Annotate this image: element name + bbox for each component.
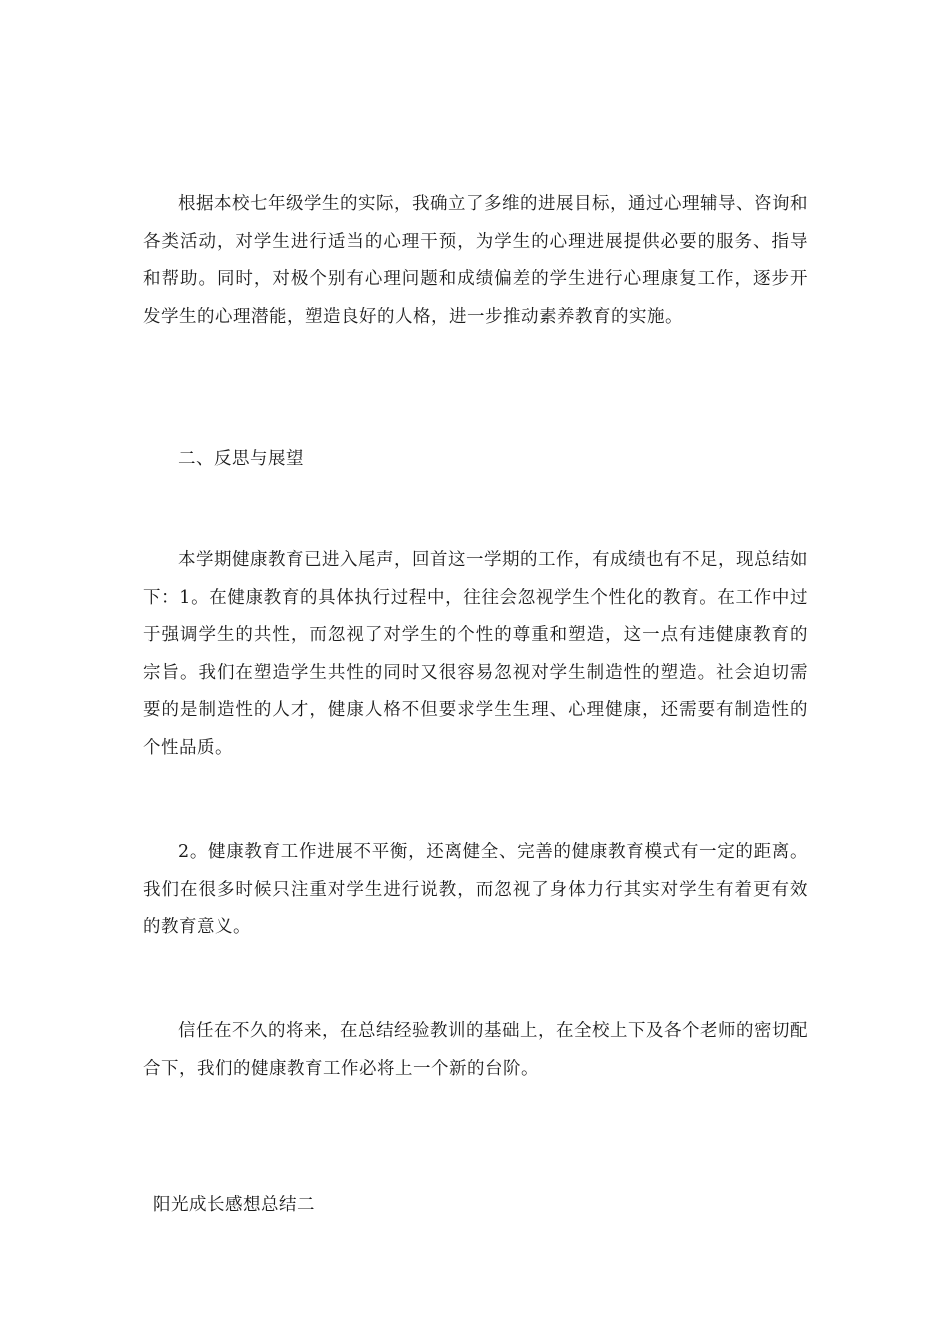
paragraph-summary: 本学期健康教育已进入尾声，回首这一学期的工作，有成绩也有不足，现总结如下：1。在健康教育的具体执行过程中，往往会忽视学生个性化的教育。在工作中过于强调学生的共性，而忽视了对学生的个性的尊重和塑造，这一点有违健康教育的宗旨。我们在塑造学生共性的同时又很容易忽视对学生制造性的塑造。社会迫切需要的是制造性的人才，健康人格不但要求学生生理、心理健康，还需要有制造性的个性品质。 bbox=[143, 550, 808, 758]
paragraph-imbalance: 2。健康教育工作进展不平衡，还离健全、完善的健康教育模式有一定的距离。我们在很多时候只注重对学生进行说教，而忽视了身体力行其实对学生有着更有效的教育意义。 bbox=[143, 842, 808, 937]
section-heading-reflection: 二、反思与展望 bbox=[178, 449, 304, 469]
paragraph-outlook: 信任在不久的将来，在总结经验教训的基础上，在全校上下及各个老师的密切配合下，我们的健康教育工作必将上一个新的台阶。 bbox=[143, 1021, 808, 1079]
paragraph-goals: 根据本校七年级学生的实际，我确立了多维的进展目标，通过心理辅导、咨询和各类活动，对学生进行适当的心理干预，为学生的心理进展提供必要的服务、指导和帮助。同时，对极个别有心理问题和成绩偏差的学生进行心理康复工作，逐步开发学生的心理潜能，塑造良好的人格，进一步推动素养教育的实施。 bbox=[143, 194, 808, 327]
next-article-title: 阳光成长感想总结二 bbox=[153, 1195, 315, 1215]
